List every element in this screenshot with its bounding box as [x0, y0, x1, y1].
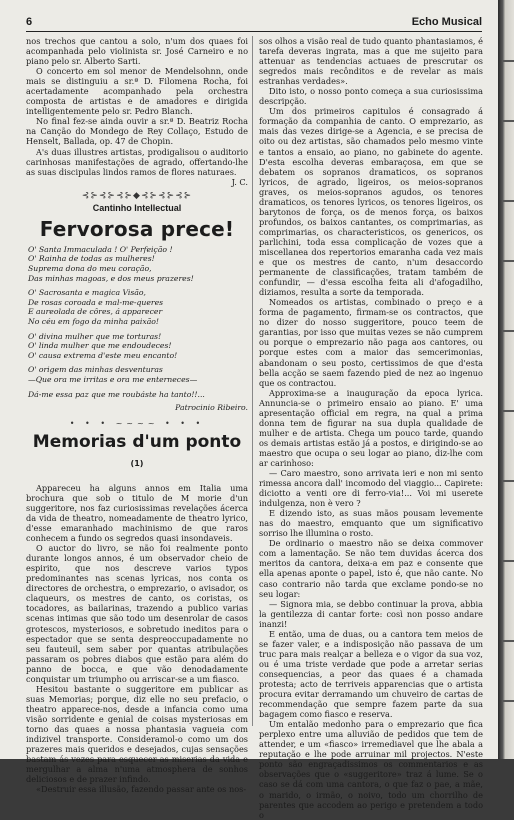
poem-line: O' Sacrosanta e magica Visão, [28, 288, 146, 298]
poem-stanza [28, 365, 248, 384]
paragraph: Dito isto, o nosso ponto começa a sua curiosissima descripção. [259, 86, 483, 107]
poem-stanza [28, 390, 248, 400]
paragraph: A's duas illustres artistas, prodigalisou o auditorio carinhosas manifestações de agrado, offertando-lhe as suas discipulas lindos ramos de flores naturaes. [26, 146, 248, 177]
page-number: 6 [26, 16, 33, 28]
paragraph: O concerto em sol menor de Mendelsohnn, onde mais se distinguiu a sr.ª D. Filomena Rocha, foi acertadamente acompanhado pela orchestra composta de artistas e de amadores e dirigida intelligentemente pelo sr. Pedro Blanch. [26, 66, 248, 117]
publication-title: Echo Musical [411, 16, 482, 28]
paragraph: Nomeados os artistas, combinado o preço e a forma de pagamento, firmam-se os contractos, que no dizer do nosso suggeritore, pouco teem de garantias, por isso que muitas vezes se não cumprem ou porque o emprezario não paga aos cantores, ou porque estes com a maior das semcerimonias, abandonam o seu posto, certissimos de que d'esta bella acção se saem fazendo pied de nez ao ingenuo que os contractou. [259, 297, 483, 388]
right-column [259, 36, 483, 820]
poem-stanza [28, 245, 248, 283]
article-signature: J. C. [231, 176, 248, 187]
poem-line: Dá-me essa paz que me roubáste ha tanto!!... [28, 389, 205, 399]
poem-line: De rosas coroada e mal-me-queres [28, 297, 164, 307]
header-rule [26, 31, 482, 32]
poem-line: No céu em fogo da minha paixão! [28, 316, 160, 326]
poem-line: O' linda mulher que me endoudeces! [28, 341, 172, 351]
paragraph: O auctor do livro, se não foi realmente ponto durante longos annos, é um observador cheio de espirito, que nos descreve varios typos predominantes nas scenas lyricas, nos conta os directores de orchestra, o emprezario, o avisador, os claqueurs, os mestres de canto, os coristas, os tocadores, as bailarinas, trazendo a publico varias scenas intimas que são todo um desenrolar de casos grotescos, mysteriosos, e sobretudo ineditos para o espectador que se senta despreoccupadamente no seu fauteuil, sem saber por quantas atribulações passaram os pobres diabos que estão para além do panno de bocca, e que vão denodadamente conquistar um triumpho ou arriscar-se a um fiasco. [26, 543, 248, 684]
paragraph: Um entalão medonho para o emprezario que fica perplexo entre uma alluvião de pedidos que tem de attender, e um «fiasco» irremediavel que lhe abala a reputação e lhe pode arruinar mil projectos. N'este ponto são engraçadissimos os commentarios e as observações que o «suggeritore» traz á lume. Se o caso se dá com uma cantora, o que faz o pae, a mãe, o marido, o irmão, o noivo, todo um chorrilho de parentes que accodem ao perigo e pretendem a todo o [259, 719, 483, 820]
poem-title: Fervorosa prece! [39, 216, 235, 241]
poem-stanza [28, 288, 248, 326]
adjacent-page-edge [498, 0, 514, 759]
poem-line: O' causa extrema d'este meu encanto! [28, 350, 178, 360]
paragraph: Approxima-se a inauguração da epoca lyrica. Annuncia-se o primeiro ensaio ao piano. E' uma apresentação official em regra, na qual a prima donna tem de figurar na sua dupla qualidade de mulher e de artista. Chega um pouco tarde, quando os demais artistas estão já a postos, e dirigindo-se ao maestro que ocupa o seu logar ao piano, diz-lhe com ar carinhoso: [259, 387, 483, 468]
paragraph: E dizendo isto, as suas mãos pousam levemente nas do maestro, emquanto que um significativo sorriso lhe illumina o rosto. [259, 508, 483, 539]
paragraph: E então, uma de duas, ou a cantora tem meios de se fazer valer, e a indisposição não passava de um truc para mais realçar a belleza e o vigor da sua voz, ou é uma triste verdade que pode a arretar serias consequencias, a peor das quaes é a chamada protesta; acto de terriveis apparencias que o artista procura evitar derramando um chuveiro de cartas de recommendação que sempre fazem parte da sua bagagem como fiasco e reserva. [259, 628, 483, 720]
poem-line: O' Rainha de todas as mulheres! [28, 254, 155, 264]
dialogue-line: — Caro maestro, sono arrivata ieri e non mi sento rimessa ancora dall' incomodo del viaggio... Capirete: diciotto a venti ore di ferro-via!... Voi mi userete indulgenza, non è vero ? [259, 468, 483, 509]
dialogue-line: — Signora mia, se debbo continuar la prova, abbia la gentilezza di cantar forte: così non posso andare inanzi! [259, 598, 483, 629]
paragraph: Um dos primeiros capitulos é consagrado á formação da companhia de canto. O emprezario, as mais das vezes dirige-se a Agencia, e se precisa de oito ou dez artistas, são chamados pelo mesmo vinte e tantos a ensaio, ao piano, no gabinete do agente. D'esta escolha deveras embaraçosa, em que se debatem os sopranos dramaticos, os sopranos lyricos, de agrado, ligeiros, os meios-sopranos graves, os meios-sopranos agudos, os tenores dramaticos, os tenores lyricos, os tenores ligeiros, os barytonos de força, os de menos força, os baixos profundos, os baixos cantantes, os comprimarias, as comprimarias, os characteristicos, os genericos, os parlichini, toda essa complicação de vozes que a miscellanea dos repertorios emaranha cada vez mais e que os mestres de canto, n'um desaccordo permanente de classificações, tratam também de confundir, — d'essa escolha feita ali d'afogadilho, diziamos, resulta a sorte da temporada. [259, 106, 483, 298]
poem-stanza [28, 332, 248, 361]
paragraph: «Destruir essa illusão, fazendo passar ante os nos- [36, 784, 247, 795]
article-separator: • • • ~~~~ • • • [69, 419, 205, 429]
article-title [26, 431, 248, 479]
paragraph: Hesitou bastante o suggeritore em publicar as suas Memorias; porque, diz elle no seu prefacio, o theatro apparece-nos, desde a infancia como uma visão sorridente e genial de coisas mysteriosas em torno das quaes a nossa phantasia vagueia com indizivel transporte. Consideramol-o como um dos prazeres mais queridos e desejados, cujas sensações bastam ás vezes para esquecer as miserias da vida e mergulhar a alma n'uma atmosphera de sonhos deliciosos e de prazer infindo. [26, 683, 248, 785]
paragraph: Appareceu ha alguns annos em Italia uma brochura que sob o titulo de M morie d'un suggeritore, nos faz curiosissimas revelações ácerca da vida de theatro, nomeadamente de theatro lyrico, d'esse emaranhado machinismo de que raros conhecem a fundo os segredos quasi insondaveis. [26, 482, 248, 544]
paragraph: nos trechos que cantou a solo, n'um dos quaes foi acompanhada pelo violinista sr. José Carneiro e no piano pelo sr. Alberto Sarti. [26, 36, 248, 67]
ornament-divider: ⊰⊱⊰⊱⊰⊱◆⊰⊱⊰⊱⊰⊱ [81, 190, 193, 201]
poem-line: O' Santa Immaculada ! O' Perfeição ! [28, 244, 173, 254]
paragraph: No final fez-se ainda ouvir a sr.ª D. Beatriz Rocha na Canção do Mondego de Rey Collaço, Estudo de Henselt, Ballada, op. 47 de Chopin. [26, 116, 248, 147]
paragraph: De ordinario o maestro não se deixa commover com a lamentação. Se não tem duvidas ácerca dos meritos da cantora, deixa-a em paz e consente que ella apenas aponte o papel, isto é, que não cante. No caso contrario não tarda que exclame pondo-se no seu logar: [259, 538, 483, 599]
poem-author: Patrocinio Ribeiro. [175, 403, 248, 413]
poem [28, 245, 248, 399]
poem-line: Das minhas magoas, e dos meus prazeres! [28, 273, 194, 283]
page-header [26, 16, 482, 30]
column-divider [252, 36, 253, 726]
article-title-text: Memorias d'um ponto [32, 432, 242, 453]
poem-line: O' divina mulher que me torturas! [28, 331, 162, 341]
section-heading: Cantinho Intellectual [92, 202, 182, 213]
poem-line: Suprema dona do meu coração, [28, 263, 152, 273]
poem-line: —Que ora me irritas e ora me enterneces— [28, 374, 198, 384]
poem-line: E aureolada de côres, á apparecer [28, 307, 163, 317]
footnote-mark: (1) [130, 459, 144, 469]
left-column [26, 36, 248, 794]
paragraph: sos olhos a visão real de tudo quanto phantasiamos, é tarefa deveras ingrata, mas a que me sujeito para attenuar as tendencias actuaes de prescrutar os segredos mais recônditos e de revelar as mais estranhas verdades». [259, 36, 483, 87]
poem-line: O' origem das minhas desventuras [28, 365, 163, 375]
